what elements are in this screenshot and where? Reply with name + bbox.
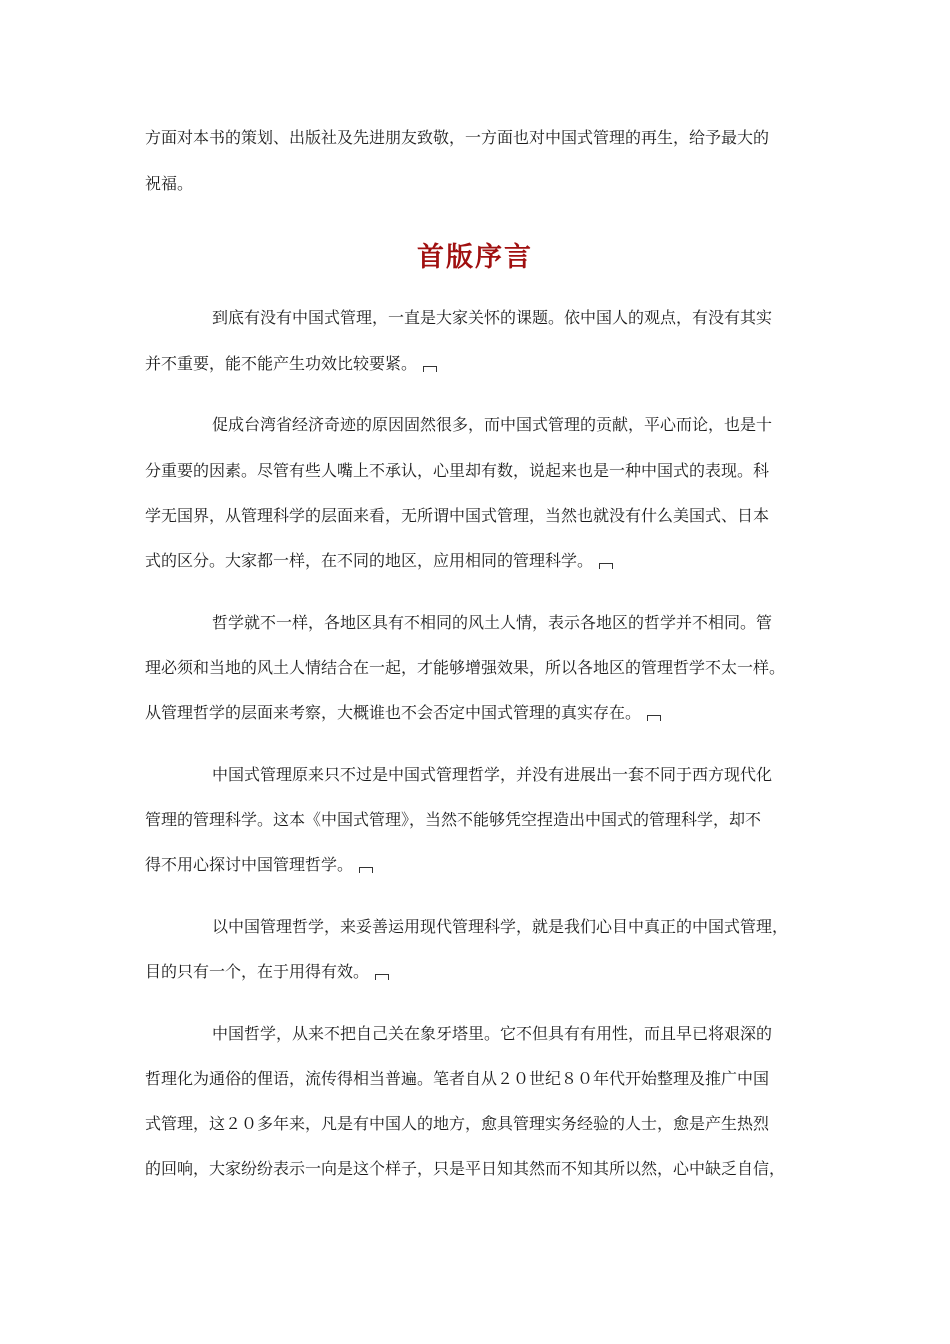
- paragraph-3-line-3: [145, 703, 805, 723]
- paragraph-4-line-3-text: 得不用心探讨中国管理哲学。: [145, 855, 354, 874]
- paragraph-3-line-3-text: 从管理哲学的层面来考察，大概谁也不会否定中国式管理的真实存在。: [145, 703, 642, 722]
- paragraph-2-line-4: [145, 551, 805, 571]
- paragraph-1-line-1: 到底有没有中国式管理，一直是大家关怀的课题。依中国人的观点，有没有其实: [212, 308, 773, 327]
- paragraph-5-line-2-text: 目的只有一个，在于用得有效。: [145, 962, 370, 981]
- section-title: 首版序言: [417, 242, 533, 273]
- paragraph-2-line-2: 分重要的因素。尽管有些人嘴上不承认，心里却有数，说起来也是一种中国式的表现。科: [145, 461, 770, 480]
- paragraph-mark-icon: [423, 366, 437, 372]
- paragraph-4-line-2: 管理的管理科学。这本《中国式管理》，当然不能够凭空捏造出中国式的管理科学，却不: [145, 810, 762, 829]
- paragraph-2-line-3: 学无国界，从管理科学的层面来看，无所谓中国式管理，当然也就没有什么美国式、日本: [145, 506, 770, 525]
- paragraph-6-line-1: 中国哲学，从来不把自己关在象牙塔里。它不但具有有用性，而且早已将艰深的: [212, 1024, 773, 1043]
- paragraph-5-line-1: 以中国管理哲学，来妥善运用现代管理科学，就是我们心目中真正的中国式管理，: [212, 917, 789, 936]
- paragraph-2-line-1: 促成台湾省经济奇迹的原因固然很多，而中国式管理的贡献，平心而论，也是十: [212, 415, 773, 434]
- paragraph-mark-icon: [359, 867, 373, 873]
- paragraph-6-line-2: 哲理化为通俗的俚语，流传得相当普遍。笔者自从２０世纪８０年代开始整理及推广中国: [145, 1069, 770, 1088]
- paragraph-1-line-2-text: 并不重要，能不能产生功效比较要紧。: [145, 354, 418, 373]
- paragraph-3-line-1: 哲学就不一样，各地区具有不相同的风土人情，表示各地区的哲学并不相同。管: [212, 613, 773, 632]
- paragraph-6-line-3: 式管理，这２０多年来，凡是有中国人的地方，愈具管理实务经验的人士，愈是产生热烈: [145, 1114, 770, 1133]
- paragraph-mark-icon: [647, 715, 661, 721]
- paragraph-6-line-4: 的回响，大家纷纷表示一向是这个样子，只是平日知其然而不知其所以然，心中缺乏自信，: [145, 1159, 786, 1178]
- paragraph-mark-icon: [599, 563, 613, 569]
- intro-line-2: 祝福。: [145, 174, 194, 193]
- paragraph-mark-icon: [375, 974, 389, 980]
- paragraph-1-line-2: [145, 354, 805, 374]
- paragraph-2-line-4-text: 式的区分。大家都一样，在不同的地区，应用相同的管理科学。: [145, 551, 594, 570]
- paragraph-4-line-3: [145, 855, 805, 875]
- paragraph-3-line-2: 理必须和当地的风土人情结合在一起，才能够增强效果，所以各地区的管理哲学不太一样。: [145, 658, 786, 677]
- intro-line-1: 方面对本书的策划、出版社及先进朋友致敬，一方面也对中国式管理的再生，给予最大的: [145, 128, 770, 147]
- paragraph-4-line-1: 中国式管理原来只不过是中国式管理哲学，并没有进展出一套不同于西方现代化: [212, 765, 773, 784]
- paragraph-5-line-2: [145, 962, 805, 982]
